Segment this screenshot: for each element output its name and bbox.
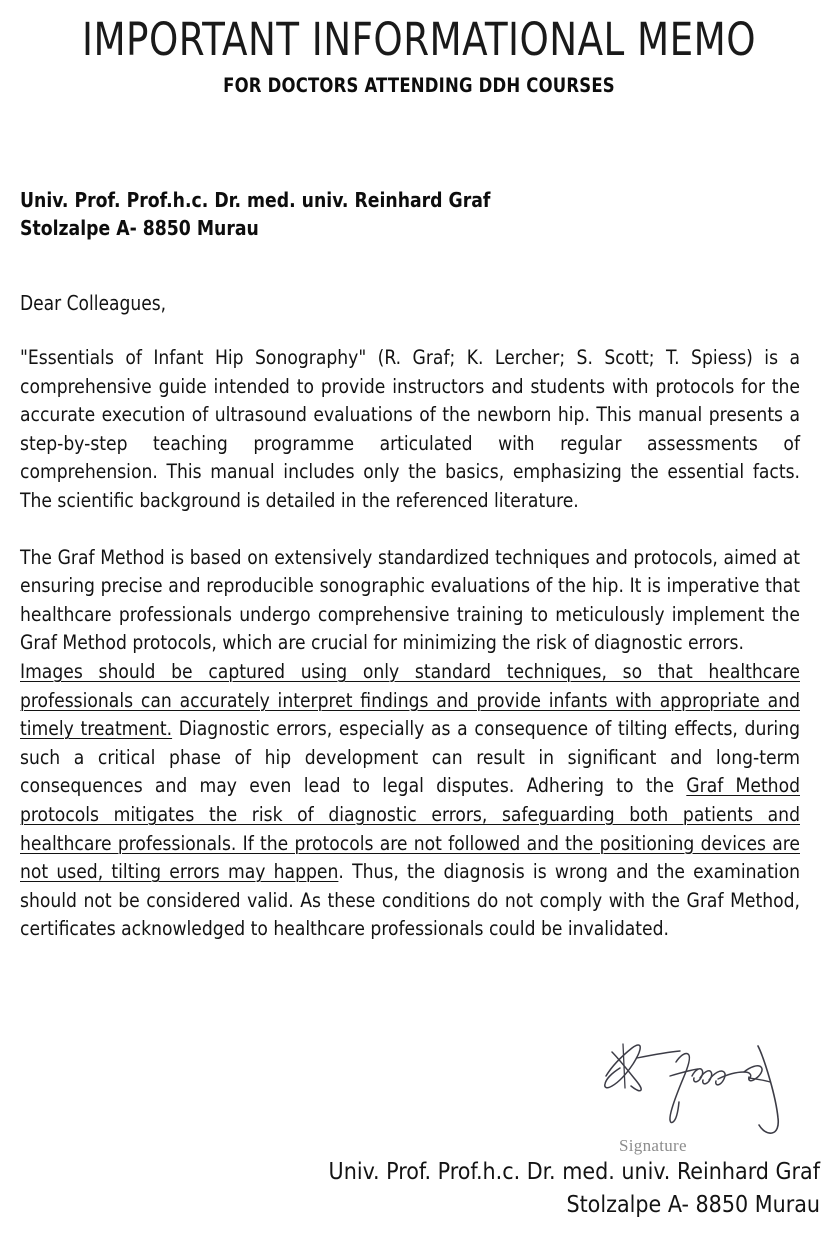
body-text-area <box>20 344 820 944</box>
closing-signature-block <box>20 1156 820 1222</box>
signature-caption: Signature <box>619 1136 687 1155</box>
paragraph-3 <box>20 658 800 944</box>
underlined-text-images-standard-techniques: Images should be captured using only standard techniques, so that healthcare professionals can accurately interpret findings and provide infants with appropriate and timely treatment. <box>20 659 800 741</box>
underlined-text-graf-method-protocols: Graf Method protocols mitigates the risk of diagnostic errors, safeguarding both patients and healthcare professionals. If the protocols are not followed and the positioning devices are not used, tilting errors may happen <box>20 774 800 884</box>
paragraph-1: "Essentials of Infant Hip Sonography" (R. Graf; K. Lercher; S. Scott; T. Spiess) is a comprehensive guide intended to provide instructors and students with protocols for the accurate execution of ultrasound evaluations of the newborn hip. This manual presents a step-by-step teaching programme articulated with regular assessments of comprehension. This manual includes only the basics, emphasizing the essential facts. The scientific background is detailed in the referenced literature. <box>20 346 800 512</box>
sender-address-block <box>20 186 750 242</box>
paragraph-2: The Graf Method is based on extensively standardized techniques and protocols, aimed at ensuring precise and reproducible sonographic evaluations of the hip. It is imperative that healthcare professionals undergo comprehensive training to meticulously implement the Graf Method protocols, which are crucial for minimizing the risk of diagnostic errors. <box>20 545 800 655</box>
page-title: IMPORTANT INFORMATIONAL MEMO <box>82 13 756 66</box>
salutation: Dear Colleagues, <box>20 291 167 315</box>
plain-text-conclusion: . Thus, the diagnosis is wrong and the examination should not be considered valid. As these conditions do not comply with the Graf Method, certificates acknowledged to healthcare professionals could be invalidated. <box>20 860 800 941</box>
signature-image <box>592 1032 820 1140</box>
sender-address: Stolzalpe A- 8850 Murau <box>20 216 259 240</box>
closing-name: Univ. Prof. Prof.h.c. Dr. med. univ. Reinhard Graf <box>328 1159 820 1185</box>
closing-address: Stolzalpe A- 8850 Murau <box>566 1192 820 1218</box>
page-subtitle: FOR DOCTORS ATTENDING DDH COURSES <box>223 74 615 97</box>
sender-name: Univ. Prof. Prof.h.c. Dr. med. univ. Reinhard Graf <box>20 188 491 212</box>
plain-text-diagnostic-errors: Diagnostic errors, especially as a consequence of tilting effects, during such a critical phase of hip development can result in significant and long-term consequences and may even lead to legal disputes. Adhering to the <box>20 717 800 798</box>
